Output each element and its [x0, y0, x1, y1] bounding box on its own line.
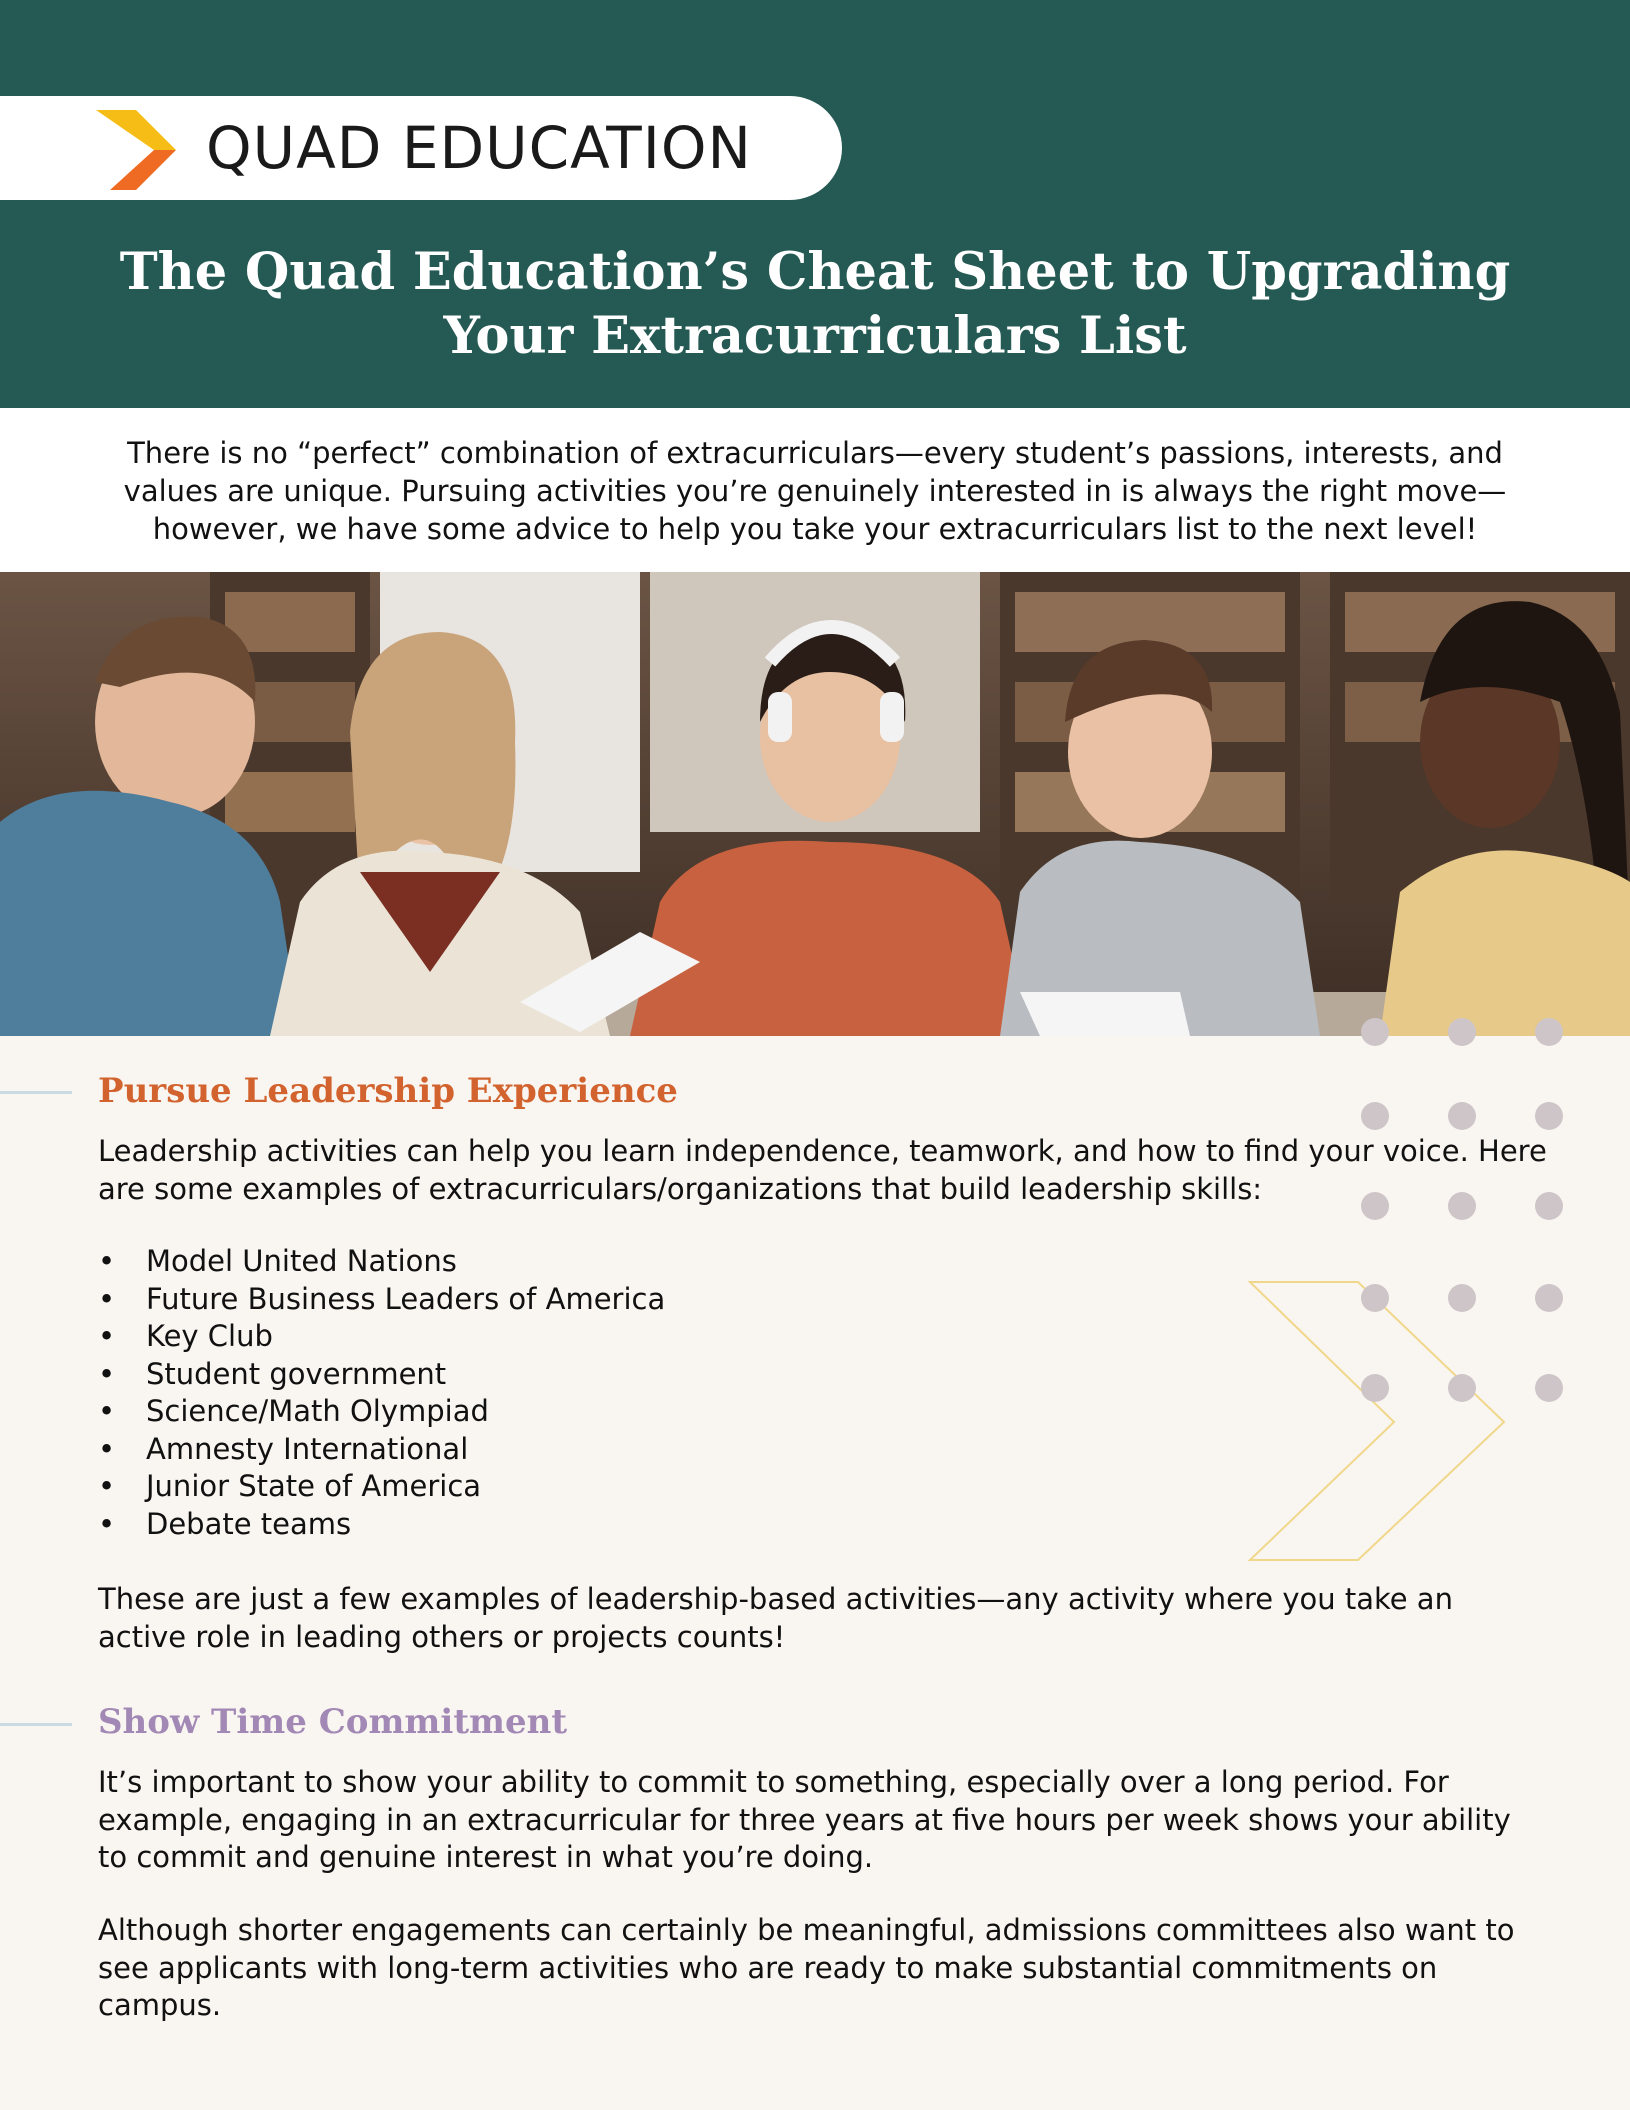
section-divider — [0, 1723, 72, 1726]
list-item: • Future Business Leaders of America — [98, 1281, 998, 1319]
decorative-dot — [1535, 1102, 1563, 1130]
commitment-heading: Show Time Commitment — [98, 1702, 568, 1742]
list-item: • Debate teams — [98, 1506, 998, 1544]
decorative-dot — [1448, 1102, 1476, 1130]
chevron-logo-icon — [96, 106, 182, 192]
intro-band — [0, 408, 1630, 572]
intro-paragraph: There is no “perfect” combination of extracurriculars—every student’s passions, interests, and values are unique. Pursuing activities you’re genuinely interested in is always the right move—however, we have some advice to help you take your extracurriculars list to the next level! — [123, 436, 1507, 546]
hero-photo — [0, 572, 1630, 1036]
decorative-dot — [1448, 1284, 1476, 1312]
logo — [0, 96, 842, 200]
list-item: • Amnesty International — [98, 1431, 998, 1469]
page-title: The Quad Education’s Cheat Sheet to Upgrading Your Extracurriculars List — [119, 242, 1511, 366]
decorative-dot — [1361, 1102, 1389, 1130]
leadership-heading: Pursue Leadership Experience — [98, 1071, 678, 1111]
chevron-outline-icon — [1248, 1280, 1508, 1562]
decorative-dot — [1361, 1284, 1389, 1312]
decorative-dot — [1448, 1018, 1476, 1046]
list-item: • Model United Nations — [98, 1243, 998, 1281]
decorative-dot — [1361, 1018, 1389, 1046]
commitment-paragraph-1: It’s important to show your ability to commit to something, especially over a long period. For example, engaging in an extracurricular for three years at five hours per week shows your ability to commit and genuine interest in what you’re doing. — [98, 1765, 1511, 1874]
students-studying-illustration — [0, 572, 1630, 1036]
decorative-dot — [1448, 1374, 1476, 1402]
decorative-dot — [1535, 1374, 1563, 1402]
decorative-dot — [1361, 1374, 1389, 1402]
list-item: • Key Club — [98, 1318, 998, 1356]
section-divider — [0, 1091, 72, 1094]
list-item: • Junior State of America — [98, 1468, 998, 1506]
leadership-intro: Leadership activities can help you learn independence, teamwork, and how to find your voice. Here are some examples of extracurriculars/organizations that build leadership skills: — [98, 1134, 1547, 1206]
leadership-list — [98, 1243, 998, 1543]
list-item: • Science/Math Olympiad — [98, 1393, 998, 1431]
leadership-outro: These are just a few examples of leadership-based activities—any activity where you take an active role in leading others or projects counts! — [98, 1582, 1453, 1654]
list-item: • Student government — [98, 1356, 998, 1394]
brand-name: QUAD EDUCATION — [206, 114, 752, 182]
commitment-paragraph-2: Although shorter engagements can certainly be meaningful, admissions committees also want to see applicants with long-term activities who are ready to make substantial commitments on campus. — [98, 1913, 1515, 2022]
decorative-dot — [1535, 1018, 1563, 1046]
header-band — [0, 0, 1630, 408]
decorative-dot — [1535, 1284, 1563, 1312]
